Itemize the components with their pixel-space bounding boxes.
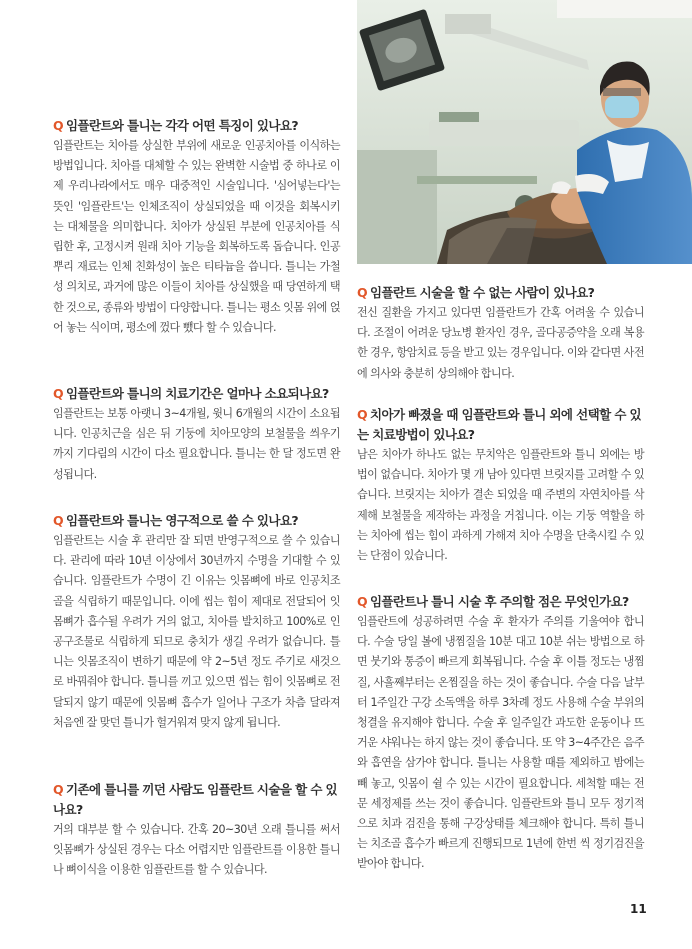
page-number: 11 (630, 902, 647, 916)
question-heading: Q 임플란트와 틀니는 각각 어떤 특징이 있나요? (53, 118, 298, 133)
q-marker: Q (53, 513, 64, 528)
qa-section-permanence (53, 511, 340, 733)
q-marker: Q (53, 386, 64, 401)
question-heading: Q 임플란트 시술을 할 수 없는 사람이 있나요? (357, 285, 595, 300)
q-marker: Q (53, 782, 64, 797)
qa-section-contraindications (357, 283, 644, 384)
qa-section-features (53, 116, 340, 338)
qa-section-treatment-period (53, 384, 340, 485)
answer-text: 임플란트에 성공하려면 수술 후 환자가 주의를 기울여야 합니다. 수술 당일 볼에 냉찜질을 10분 대고 10분 쉬는 방법으로 하면 붓기와 통증이 빠르게 회복됩니다. 수술 후 이틀 정도는 냉찜질, 사흘째부터는 온찜질을 하는 것이 좋습니다. 수술 다음 날부터 1주일간 구강 소독액을 하루 3차례 정도 사용해 수술 부위의 청결을 유지해야 합니다. 수술 후 일주일간 과도한 운동이나 뜨거운 샤워나는 하지 않는 것이 좋습니다. 또 약 3~4주간은 음주와 흡연을 삼가야 합니다. 틀니는 사용할 때를 제외하고 밤에는 빼 놓고, 잇몸이 쉴 수 있는 시간이 필요합니다. 세척할 때는 전문 세정제를 쓰는 것이 좋습니다. 임플란트와 틀니 모두 정기적으로 치과 검진을 통해 구강상태를 체크해야 합니다. 특히 틀니는 치조골 흡수가 빠르게 진행되므로 1년에 한번 씩 정기검진을 받아야 합니다. (357, 615, 644, 871)
q-marker: Q (357, 594, 368, 609)
question-heading: Q 치아가 빠졌을 때 임플란트와 틀니 외에 선택할 수 있는 치료방법이 있나요? (357, 407, 642, 442)
question-heading: Q 임플란트나 틀니 시술 후 주의할 점은 무엇인가요? (357, 594, 629, 609)
qa-section-denture-users (53, 780, 340, 881)
answer-text: 임플란트는 보통 아랫니 3~4개월, 윗니 6개월의 시간이 소요됩니다. 인공치근을 심은 뒤 기둥에 치아모양의 보철물을 씌우기까지 기다림의 시간이 다소 필요합니다. 틀니는 한 달 정도면 완성됩니다. (53, 407, 340, 481)
qa-section-aftercare (357, 592, 644, 875)
answer-text: 전신 질환을 가지고 있다면 임플란트가 간혹 어려울 수 있습니다. 조절이 어려운 당뇨병 환자인 경우, 골다공증약을 오래 복용한 경우, 항암치료 등을 받고 있는 경우입니다. 이와 같다면 사전에 의사와 충분히 상의해야 합니다. (357, 306, 644, 380)
answer-text: 남은 치아가 하나도 없는 무치악은 임플란트와 틀니 외에는 방법이 없습니다. 치아가 몇 개 남아 있다면 브릿지를 고려할 수 있습니다. 브릿지는 치아가 결손 되었을 때 주변의 자연치아를 삭제해 보철물을 제작하는 과정을 거칩니다. 이는 기둥 역할을 하는 치아에 씹는 힘이 과하게 가해져 치아 수명을 단축시킬 수 있는 단점이 있습니다. (357, 448, 644, 563)
question-heading: Q 기존에 틀니를 끼던 사람도 임플란트 시술을 할 수 있나요? (53, 782, 338, 817)
answer-text: 임플란트는 치아를 상실한 부위에 새로운 인공치아를 이식하는 방법입니다. 치아를 대체할 수 있는 완벽한 시술법 중 하나로 이제 우리나라에서도 매우 대중적인 시술입니다. '심어넣는다'는 뜻인 '임플란트'는 인체조직이 상실되었을 때 이것을 회복시키는 대체물을 의미합니다. 치아가 상실된 부분에 인공치아를 식립한 후, 고정시켜 원래 치아 기능을 회복하도록 돕습니다. 인공뿌리 재료는 인체 친화성이 높은 티타늄을 씁니다. 틀니는 가철성 의치로, 과거에 많은 이들이 치아를 상실했을 때 당연하게 택한 것으로, 종류와 방법이 다양합니다. 틀니는 평소 잇몸 위에 얹어 놓는 식이며, 평소에 껐다 뺐다 할 수 있습니다. (53, 139, 340, 334)
answer-text: 임플란트는 시술 후 관리만 잘 되면 반영구적으로 쓸 수 있습니다. 관리에 따라 10년 이상에서 30년까지 수명을 기대할 수 있습니다. 임플란트가 수명이 긴 이유는 잇몸뼈에 바로 인공치조골을 식립하기 때문입니다. 이에 씹는 힘이 제대로 전달되어 잇몸뼈가 흡수될 우려가 거의 없고, 치아를 발치하고 100%로 인공구조물로 식립하게 되므로 충치가 생길 우려가 없습니다. 틀니는 잇몸조직이 변하기 때문에 약 2~5년 정도 주기로 새것으로 바꿔줘야 합니다. 틀니를 끼고 있으면 씹는 힘이 잇몸뼈로 전달되지 않기 때문에 잇몸뼈 흡수가 일어나 구조가 차츰 달라져 처음엔 잘 맞던 틀니가 헐거워져 맞지 않게 됩니다. (53, 534, 340, 729)
q-marker: Q (53, 118, 64, 133)
q-marker: Q (357, 407, 368, 422)
dental-clinic-photo (357, 0, 692, 264)
question-heading: Q 임플란트와 틀니는 영구적으로 쓸 수 있나요? (53, 513, 298, 528)
qa-section-alternatives (357, 405, 644, 566)
question-heading: Q 임플란트와 틀니의 치료기간은 얼마나 소요되나요? (53, 386, 329, 401)
answer-text: 거의 대부분 할 수 있습니다. 간혹 20~30년 오래 틀니를 써서 잇몸뼈가 상실된 경우는 다소 어렵지만 임플란트를 이용한 틀니나 뼈이식을 이용한 임플란트를 할 수 있습니다. (53, 823, 340, 877)
q-marker: Q (357, 285, 368, 300)
